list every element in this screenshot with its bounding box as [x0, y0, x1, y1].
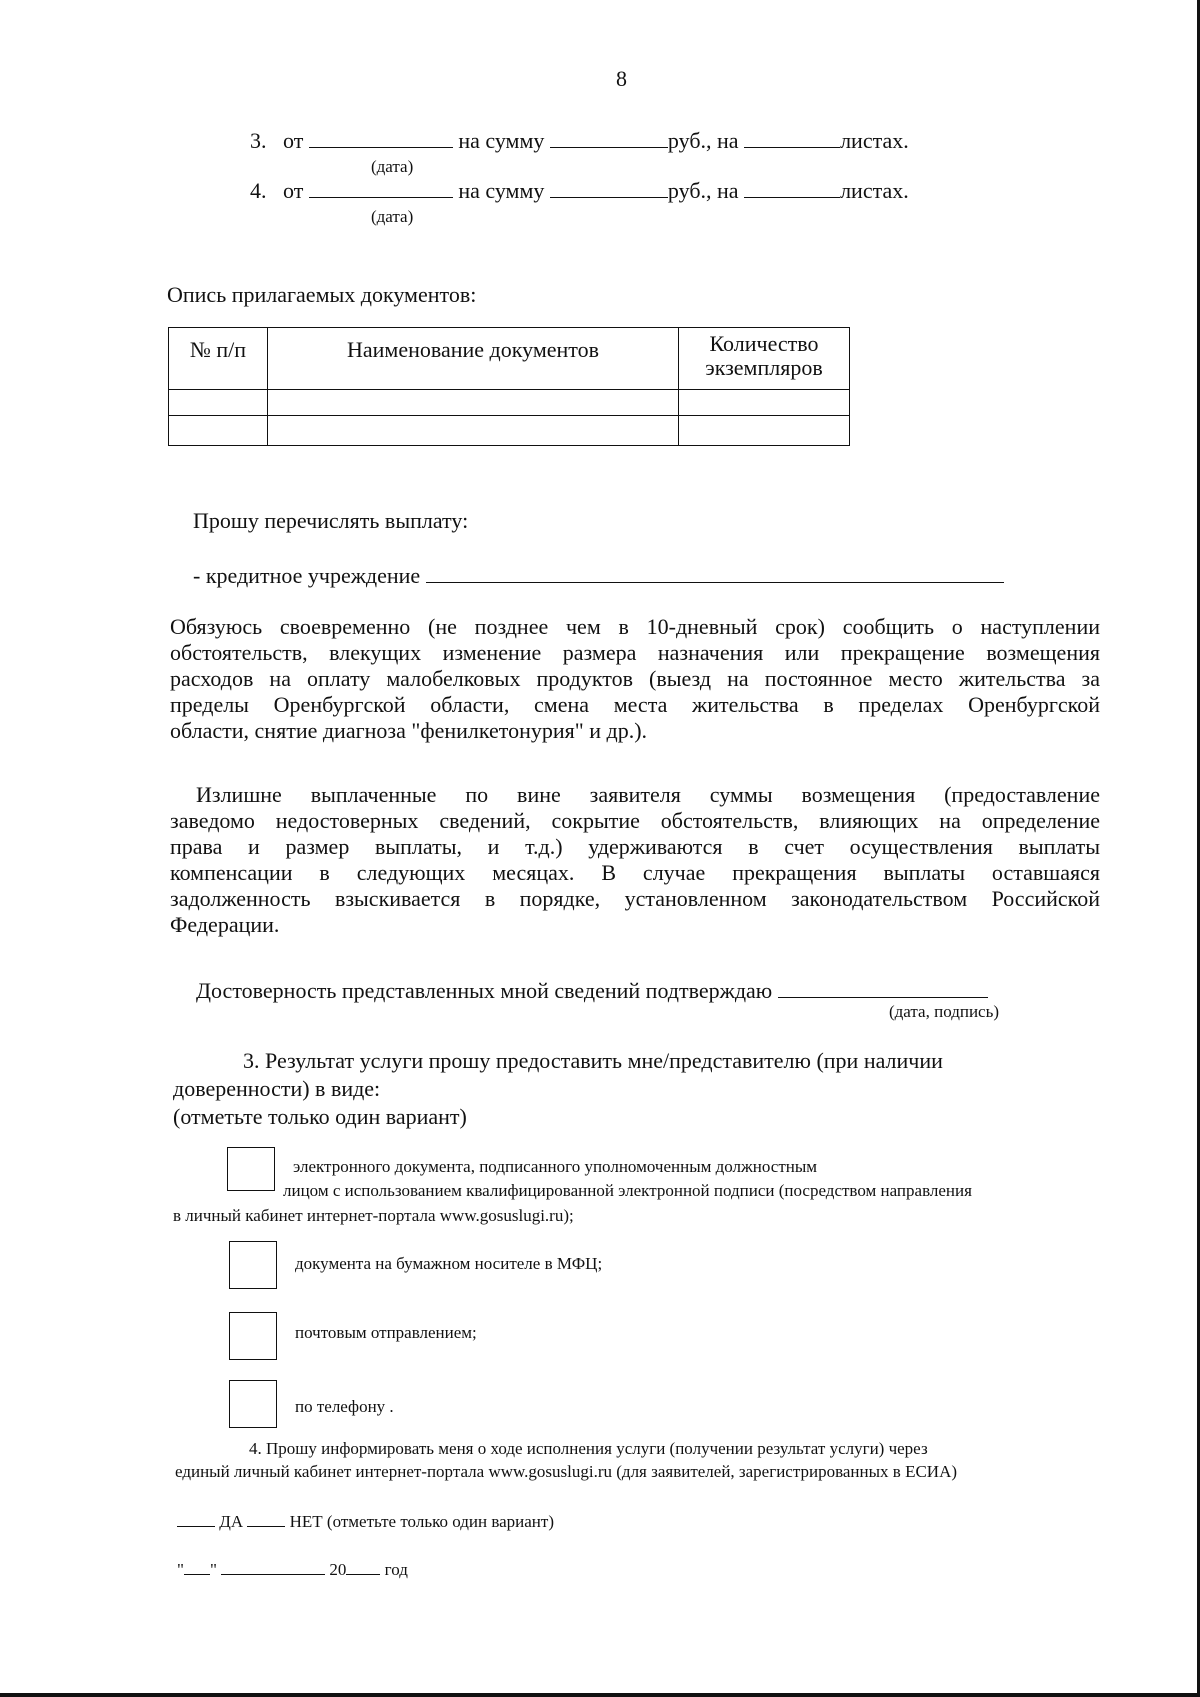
yes-no-line	[177, 1508, 554, 1532]
quote-open: "	[177, 1560, 184, 1579]
overpayment-paragraph	[170, 782, 1100, 938]
inventory-table	[168, 327, 850, 446]
page-number: 8	[616, 66, 627, 91]
year-prefix: 20	[329, 1560, 347, 1579]
sum-label: на сумму	[458, 128, 545, 153]
table-cell[interactable]	[679, 390, 850, 416]
no-field[interactable]	[247, 1508, 285, 1527]
date-field[interactable]	[309, 129, 453, 148]
sheets-label: листах.	[840, 178, 909, 203]
header-num: № п/п	[169, 328, 268, 390]
option-electronic-line2: лицом с использованием квалифицированной электронной подписи (посредством направления	[283, 1181, 972, 1200]
text-line: пределы Оренбургской области, смена места жительства в пределах Оренбургской	[170, 692, 1100, 717]
section3-line2: доверенности) в виде:	[173, 1076, 381, 1101]
option-electronic-checkbox[interactable]	[227, 1147, 275, 1191]
obligation-paragraph	[170, 614, 1100, 744]
date-signature-caption: (дата, подпись)	[889, 1002, 1000, 1021]
date-caption: (дата)	[371, 157, 414, 176]
date-line	[177, 1556, 408, 1580]
no-label: НЕТ (отметьте только один вариант)	[289, 1512, 554, 1531]
text-line: компенсации в следующих месяцах. В случае прекращения выплаты оставшаяся	[170, 860, 1100, 885]
credit-field[interactable]	[426, 564, 1004, 583]
text-line: Федерации.	[170, 912, 280, 937]
section3-line1: 3. Результат услуги прошу предоставить мне/представителю (при наличии	[243, 1048, 943, 1073]
year-field[interactable]	[346, 1556, 380, 1575]
day-field[interactable]	[184, 1556, 210, 1575]
option-mail-checkbox[interactable]	[229, 1312, 277, 1360]
rub-label: руб., на	[667, 128, 739, 153]
option-mail-label: почтовым отправлением;	[295, 1323, 477, 1342]
option-phone-label: по телефону .	[295, 1397, 394, 1416]
table-cell[interactable]	[268, 416, 679, 446]
credit-label: - кредитное учреждение	[193, 563, 421, 588]
year-word: год	[384, 1560, 408, 1579]
scan-edge-bottom	[0, 1693, 1200, 1697]
inventory-title: Опись прилагаемых документов:	[167, 282, 477, 307]
from-label: от	[283, 128, 304, 153]
sum-field[interactable]	[550, 129, 668, 148]
date-signature-field[interactable]	[778, 979, 988, 998]
date-field[interactable]	[309, 179, 453, 198]
sheets-field[interactable]	[744, 179, 840, 198]
header-name: Наименование документов	[268, 328, 679, 390]
row-3	[250, 128, 909, 154]
yes-label: ДА	[219, 1512, 244, 1531]
text-line: задолженность взыскивается в порядке, установленном законодательством Российской	[170, 886, 1100, 911]
option-paper-checkbox[interactable]	[229, 1241, 277, 1289]
payment-request: Прошу перечислять выплату:	[193, 508, 469, 533]
table-cell[interactable]	[169, 416, 268, 446]
text-line: обстоятельств, влекущих изменение размера назначения или прекращение возмещения	[170, 640, 1100, 665]
sum-field[interactable]	[550, 179, 668, 198]
sheets-label: листах.	[840, 128, 909, 153]
yes-field[interactable]	[177, 1508, 215, 1527]
option-electronic-line3: в личный кабинет интернет-портала www.gosuslugi.ru);	[173, 1206, 574, 1225]
option-paper-label: документа на бумажном носителе в МФЦ;	[295, 1254, 603, 1273]
text-line: области, снятие диагноза "фенилкетонурия" и др.).	[170, 718, 648, 743]
confirmation-text: Достоверность представленных мной сведений подтверждаю	[196, 978, 773, 1003]
header-qty	[679, 328, 850, 390]
section4-line2: единый личный кабинет интернет-портала www.gosuslugi.ru (для заявителей, зарегистрированных в ЕСИА)	[175, 1462, 958, 1481]
row-number: 3.	[250, 128, 267, 153]
header-qty-line1: Количество	[709, 331, 819, 356]
text-line: Обязуюсь своевременно (не позднее чем в 10-дневный срок) сообщить о наступлении	[170, 614, 1100, 639]
option-electronic-line1: электронного документа, подписанного уполномоченным должностным	[293, 1157, 818, 1176]
month-field[interactable]	[221, 1556, 325, 1575]
confirmation-line	[196, 978, 988, 1004]
credit-institution-line	[193, 563, 1004, 589]
row-4	[250, 178, 909, 204]
quote-close: "	[209, 1560, 217, 1579]
option-phone-checkbox[interactable]	[229, 1380, 277, 1428]
text-line: заведомо недостоверных сведений, сокрытие обстоятельств, влияющих на определение	[170, 808, 1100, 833]
text-line: Излишне выплаченные по вине заявителя суммы возмещения (предоставление	[196, 782, 1100, 807]
sum-label: на сумму	[458, 178, 545, 203]
text-line: права и размер выплаты, и т.д.) удерживаются в счет осуществления выплаты	[170, 834, 1100, 859]
rub-label: руб., на	[667, 178, 739, 203]
text-line: расходов на оплату малобелковых продуктов (выезд на постоянное место жительства за	[170, 666, 1100, 691]
header-qty-line2: экземпляров	[705, 355, 823, 380]
date-caption: (дата)	[371, 207, 414, 226]
table-cell[interactable]	[679, 416, 850, 446]
row-number: 4.	[250, 178, 267, 203]
sheets-field[interactable]	[744, 129, 840, 148]
section4-line1: 4. Прошу информировать меня о ходе исполнения услуги (получении результат услуги) через	[249, 1439, 928, 1458]
table-cell[interactable]	[169, 390, 268, 416]
from-label: от	[283, 178, 304, 203]
table-cell[interactable]	[268, 390, 679, 416]
section3-line3: (отметьте только один вариант)	[173, 1104, 467, 1129]
